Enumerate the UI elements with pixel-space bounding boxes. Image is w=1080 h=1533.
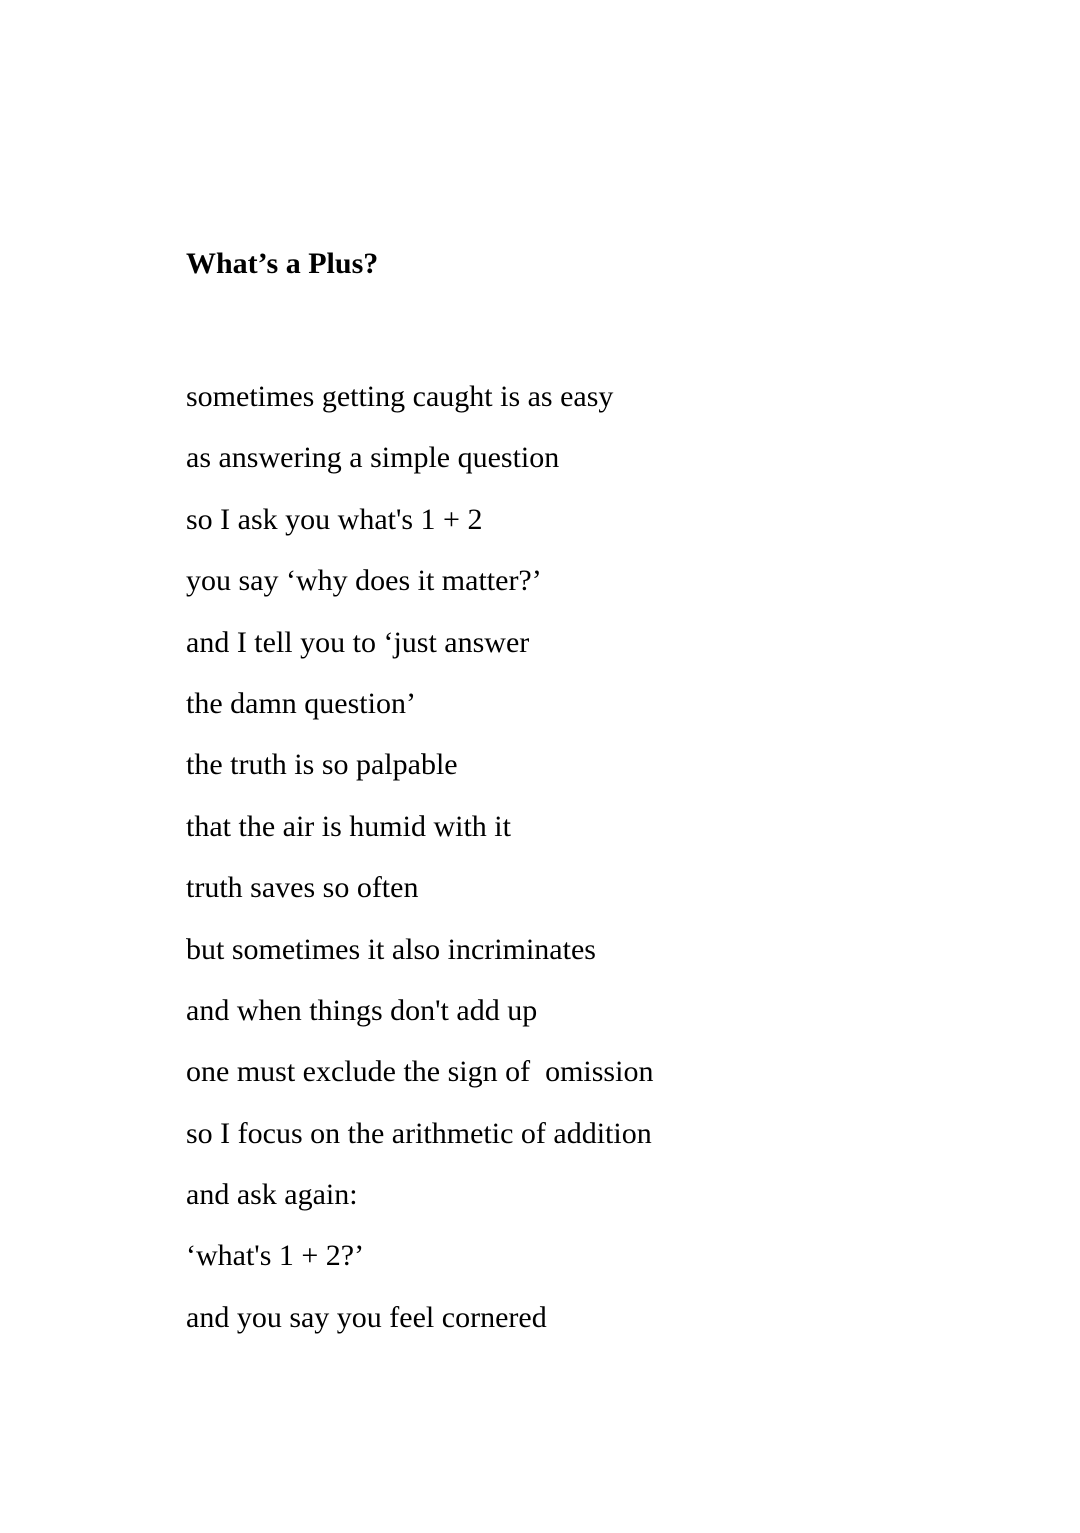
poem-line: but sometimes it also incriminates [186, 932, 596, 966]
poem-line: the damn question’ [186, 686, 416, 720]
poem-line: so I ask you what's 1 + 2 [186, 502, 483, 536]
poem-line: you say ‘why does it matter?’ [186, 564, 542, 598]
poem-line: and you say you feel cornered [186, 1300, 547, 1334]
poem-line: ‘what's 1 + 2?’ [186, 1239, 365, 1273]
poem-line: and ask again: [186, 1178, 358, 1212]
poem-line: truth saves so often [186, 871, 419, 905]
poem-title: What’s a Plus? [186, 247, 379, 280]
poem-line: so I focus on the arithmetic of addition [186, 1116, 652, 1150]
poem-line: as answering a simple question [186, 441, 560, 475]
poem-line: one must exclude the sign of omission [186, 1055, 654, 1089]
poem-line: that the air is humid with it [186, 809, 511, 843]
poem-body [186, 366, 653, 1348]
poem-line: and when things don't add up [186, 993, 538, 1027]
poem-line: and I tell you to ‘just answer [186, 625, 530, 659]
poem-line: sometimes getting caught is as easy [186, 380, 614, 413]
poem-line: the truth is so palpable [186, 748, 458, 782]
